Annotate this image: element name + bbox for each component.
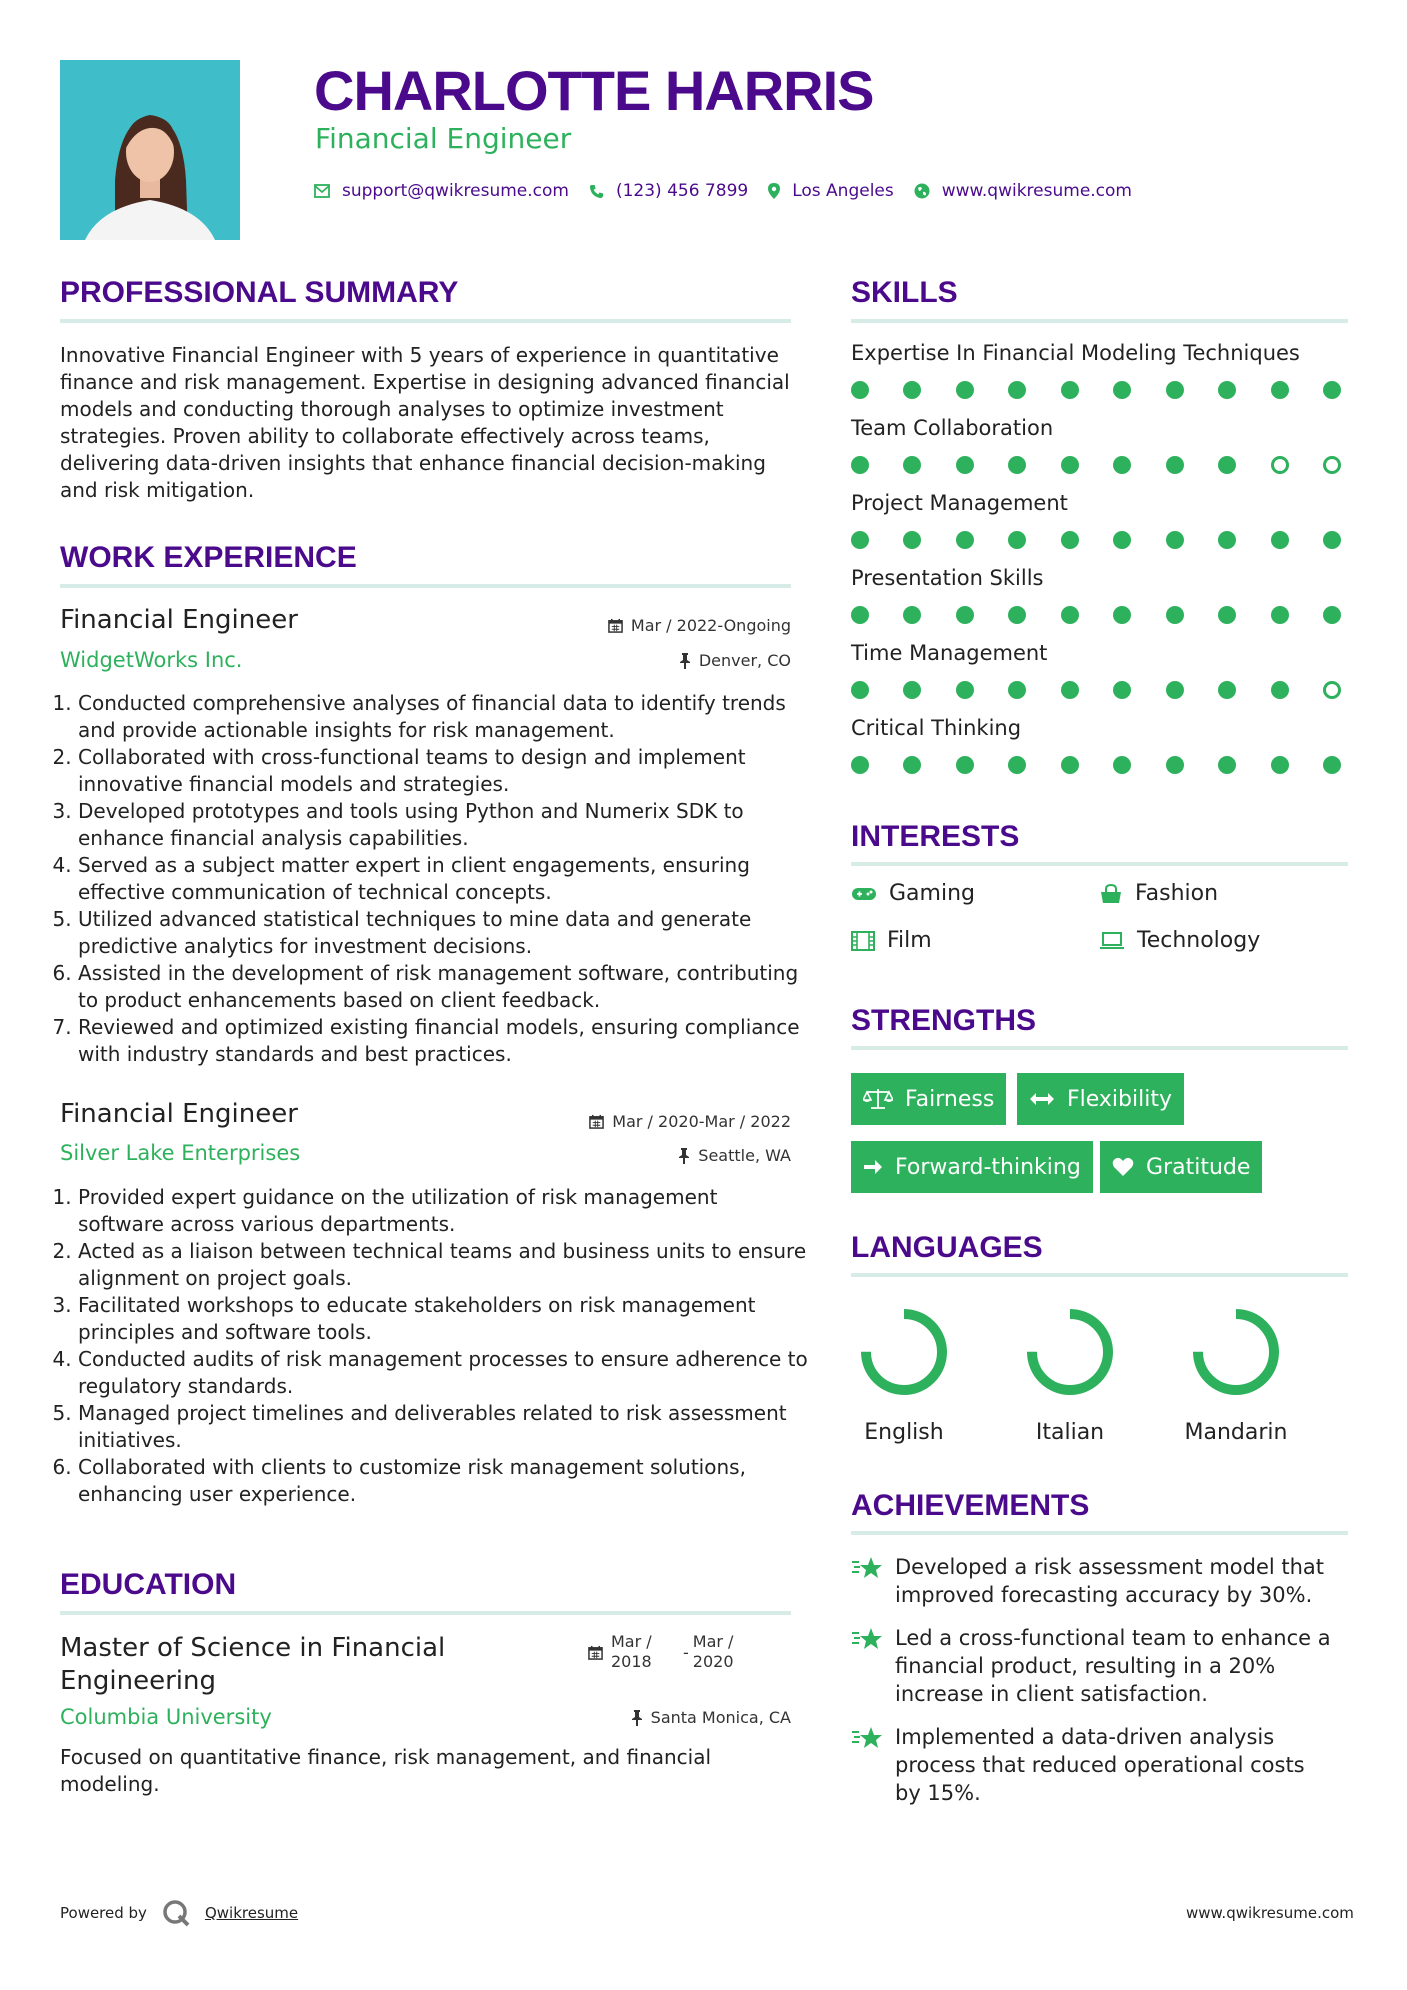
duty-item: 3. Facilitated workshops to educate stakeholders on risk management principles and software tools. [78, 1292, 808, 1346]
strength-label: Fairness [905, 1086, 995, 1112]
calendar-icon [608, 618, 623, 633]
language-item [995, 1302, 1145, 1445]
rating-dot-filled [1271, 606, 1289, 624]
job-1-title: Financial Engineer [60, 605, 298, 635]
strengths-divider [851, 1046, 1348, 1050]
strength-label: Flexibility [1067, 1086, 1172, 1112]
rating-dot-filled [1008, 381, 1026, 399]
rating-dot-filled [1008, 756, 1026, 774]
skill-name: Time Management [851, 641, 1048, 665]
rating-dot-filled [1166, 681, 1184, 699]
profile-photo [60, 60, 240, 240]
strengths-heading: STRENGTHS [851, 1004, 1037, 1037]
rating-dot-filled [851, 381, 869, 399]
rating-dot-filled [903, 531, 921, 549]
skill-rating [851, 756, 1341, 774]
rating-dot-filled [1218, 756, 1236, 774]
duty-item: 1. Provided expert guidance on the utilization of risk management software across various departments. [78, 1184, 808, 1238]
duty-item: 4. Served as a subject matter expert in client engagements, ensuring effective communication of technical concepts. [78, 852, 808, 906]
summary-divider [60, 319, 791, 323]
language-proficiency-ring [854, 1302, 954, 1402]
duty-item: 2. Acted as a liaison between technical teams and business units to ensure alignment on project goals. [78, 1238, 808, 1292]
rating-dot-filled [1061, 756, 1079, 774]
education-location-text: Santa Monica, CA [650, 1708, 791, 1727]
rating-dot-filled [1271, 681, 1289, 699]
duty-item: 1. Conducted comprehensive analyses of financial data to identify trends and provide actionable insights for risk management. [78, 690, 808, 744]
rating-dot-filled [1323, 606, 1341, 624]
job-2-title: Financial Engineer [60, 1099, 298, 1129]
contact-website[interactable] [914, 181, 1132, 201]
rating-dot-filled [1218, 606, 1236, 624]
job-title: Financial Engineer [315, 122, 572, 155]
rating-dot-filled [1061, 531, 1079, 549]
rating-dot-filled [1113, 456, 1131, 474]
skill-name: Project Management [851, 491, 1068, 515]
achievements-heading: ACHIEVEMENTS [851, 1489, 1090, 1522]
language-name: English [864, 1420, 944, 1445]
education-location [631, 1708, 791, 1727]
interest-label: Fashion [1135, 881, 1219, 906]
interests-heading: INTERESTS [851, 820, 1020, 853]
interest-technology [1099, 928, 1260, 953]
skill-rating [851, 456, 1341, 474]
rating-dot-filled [1113, 381, 1131, 399]
skill-rating [851, 531, 1341, 549]
rating-dot-filled [1061, 606, 1079, 624]
rating-dot-filled [851, 681, 869, 699]
skills-heading: SKILLS [851, 276, 958, 309]
interest-gaming [851, 881, 975, 906]
pushpin-icon [679, 653, 691, 669]
location-text: Los Angeles [792, 181, 894, 201]
degree-title: Master of Science in Financial Engineering [60, 1633, 446, 1696]
rating-dot-filled [903, 756, 921, 774]
duty-item: 6. Collaborated with clients to customize risk management solutions, enhancing user experience. [78, 1454, 808, 1508]
interest-label: Gaming [889, 881, 975, 906]
contact-bar [314, 178, 1152, 204]
strength-gratitude [1100, 1141, 1262, 1193]
education-dates [588, 1632, 753, 1672]
job-2-dates [589, 1112, 791, 1131]
job-2-location-text: Seattle, WA [698, 1146, 791, 1165]
job-2-company: Silver Lake Enterprises [60, 1141, 301, 1165]
strength-label: Forward-thinking [895, 1154, 1081, 1180]
rating-dot-filled [956, 381, 974, 399]
language-name: Italian [1035, 1420, 1105, 1445]
languages-divider [851, 1273, 1348, 1277]
rating-dot-filled [1061, 381, 1079, 399]
pushpin-icon [631, 1710, 643, 1726]
arrows-horizontal-icon [1029, 1092, 1055, 1106]
rating-dot-filled [1166, 606, 1184, 624]
candidate-name: CHARLOTTE HARRIS [314, 59, 874, 122]
rating-dot-filled [1218, 681, 1236, 699]
gamepad-icon [851, 886, 877, 902]
strength-flexibility [1017, 1073, 1184, 1125]
qwikresume-logo-icon [161, 1898, 191, 1928]
website-text: www.qwikresume.com [941, 181, 1132, 201]
rating-dot-filled [1166, 756, 1184, 774]
footer-powered-by [60, 1898, 298, 1928]
calendar-icon [588, 1645, 603, 1660]
duty-item: 2. Collaborated with cross-functional teams to design and implement innovative financial models and strategies. [78, 744, 808, 798]
achievement-text: Developed a risk assessment model that improved forecasting accuracy by 30%. [895, 1555, 1325, 1607]
skill-rating [851, 681, 1341, 699]
rating-dot-filled [903, 381, 921, 399]
language-name: Mandarin [1184, 1420, 1288, 1445]
map-pin-icon [768, 183, 780, 199]
globe-icon [914, 183, 930, 199]
rating-dot-filled [1323, 531, 1341, 549]
languages-heading: LANGUAGES [851, 1231, 1043, 1264]
footer-site[interactable]: www.qwikresume.com [1186, 1904, 1354, 1922]
language-item [1161, 1302, 1311, 1445]
job-1-duties [60, 690, 808, 1068]
experience-divider [60, 584, 791, 588]
school-name: Columbia University [60, 1705, 272, 1729]
rating-dot-filled [1113, 681, 1131, 699]
envelope-icon [314, 184, 330, 198]
language-proficiency-ring [1186, 1302, 1286, 1402]
rating-dot-filled [1271, 756, 1289, 774]
film-icon [851, 931, 875, 951]
rating-dot-filled [1166, 456, 1184, 474]
rating-dot-filled [851, 756, 869, 774]
star-award-icon [851, 1555, 883, 1583]
summary-text: Innovative Financial Engineer with 5 years of experience in quantitative finance and risk management. Expertise in designing advanced financial models and conducting thorough analyses to optimize investment strategies. Proven ability to collaborate effectively across teams, delivering data-driven insights that enhance financial decision-making and risk mitigation. [60, 343, 790, 502]
strength-fairness [851, 1073, 1006, 1125]
powered-by-text: Powered by [60, 1904, 147, 1922]
rating-dot-filled [851, 531, 869, 549]
interest-fashion [1099, 881, 1218, 906]
achievement-text: Implemented a data-driven analysis process that reduced operational costs by 15%. [895, 1725, 1305, 1805]
star-award-icon [851, 1725, 883, 1753]
star-award-icon [851, 1626, 883, 1654]
rating-dot-filled [1061, 681, 1079, 699]
rating-dot-filled [956, 531, 974, 549]
proficiency-arc [866, 1314, 942, 1390]
interests-divider [851, 862, 1348, 866]
duty-item: 5. Utilized advanced statistical techniques to mine data and generate predictive analytics for investment decisions. [78, 906, 808, 960]
job-2-dates-text: Mar / 2020-Mar / 2022 [612, 1112, 791, 1131]
skills-divider [851, 319, 1348, 323]
laptop-icon [1099, 932, 1125, 950]
rating-dot-filled [956, 756, 974, 774]
rating-dot-filled [1218, 531, 1236, 549]
balance-scale-icon [863, 1088, 893, 1110]
rating-dot-filled [1218, 456, 1236, 474]
strength-label: Gratitude [1146, 1154, 1251, 1180]
job-1-location [679, 651, 791, 670]
rating-dot-filled [1113, 531, 1131, 549]
achievement-item [851, 1723, 1335, 1807]
skill-name: Expertise In Financial Modeling Techniques [851, 341, 1300, 365]
education-end-date: Mar / 2020 [692, 1632, 734, 1671]
skill-name: Team Collaboration [851, 416, 1054, 440]
shopping-bag-icon [1099, 884, 1123, 904]
rating-dot-filled [956, 681, 974, 699]
rating-dot-filled [1113, 756, 1131, 774]
rating-dot-filled [1271, 531, 1289, 549]
rating-dot-filled [1008, 456, 1026, 474]
job-2-location [678, 1146, 791, 1165]
rating-dot-filled [903, 456, 921, 474]
achievement-item [851, 1624, 1335, 1708]
contact-email[interactable] [314, 181, 569, 201]
pushpin-icon [678, 1148, 690, 1164]
rating-dot-filled [851, 456, 869, 474]
contact-location [768, 181, 894, 201]
strength-forward-thinking [851, 1141, 1093, 1193]
rating-dot-filled [1323, 756, 1341, 774]
skill-rating [851, 606, 1341, 624]
summary-heading: PROFESSIONAL SUMMARY [60, 276, 459, 309]
achievements-divider [851, 1531, 1348, 1535]
qwikresume-link[interactable]: Qwikresume [204, 1904, 299, 1922]
phone-text: (123) 456 7899 [615, 181, 749, 201]
proficiency-arc [1032, 1314, 1108, 1390]
experience-heading: WORK EXPERIENCE [60, 541, 357, 574]
interest-film [851, 928, 932, 953]
rating-dot-filled [1008, 531, 1026, 549]
achievement-text: Led a cross-functional team to enhance a financial product, resulting in a 20% increase in client satisfaction. [895, 1626, 1331, 1706]
education-heading: EDUCATION [60, 1568, 237, 1601]
contact-phone[interactable] [589, 181, 748, 201]
rating-dot-filled [1061, 456, 1079, 474]
rating-dot-empty [1271, 456, 1289, 474]
duty-item: 7. Reviewed and optimized existing financial models, ensuring compliance with industry standards and best practices. [78, 1014, 808, 1068]
job-1-dates [608, 616, 791, 635]
language-proficiency-ring [1020, 1302, 1120, 1402]
rating-dot-filled [956, 606, 974, 624]
duty-item: 5. Managed project timelines and deliverables related to risk assessment initiatives. [78, 1400, 808, 1454]
interest-label: Technology [1137, 928, 1261, 953]
rating-dot-empty [1323, 456, 1341, 474]
rating-dot-filled [1218, 381, 1236, 399]
rating-dot-filled [1166, 381, 1184, 399]
interest-label: Film [887, 928, 932, 953]
job-1-company: WidgetWorks Inc. [60, 648, 243, 672]
language-item [829, 1302, 979, 1445]
skill-name: Presentation Skills [851, 566, 1044, 590]
rating-dot-filled [851, 606, 869, 624]
job-2-duties [60, 1184, 808, 1508]
duty-item: 6. Assisted in the development of risk management software, contributing to product enhancements based on client feedback. [78, 960, 808, 1014]
heart-icon [1112, 1157, 1134, 1177]
education-description: Focused on quantitative finance, risk management, and financial modeling. [60, 1745, 712, 1796]
rating-dot-filled [1113, 606, 1131, 624]
rating-dot-filled [903, 681, 921, 699]
rating-dot-filled [1166, 531, 1184, 549]
date-separator: - [683, 1642, 689, 1662]
rating-dot-filled [956, 456, 974, 474]
skill-name: Critical Thinking [851, 716, 1022, 740]
phone-icon [589, 184, 604, 199]
rating-dot-filled [1008, 606, 1026, 624]
rating-dot-filled [1008, 681, 1026, 699]
portrait-illustration [60, 60, 240, 240]
achievement-item [851, 1553, 1335, 1609]
education-start-date: Mar / 2018 [611, 1632, 652, 1671]
job-1-location-text: Denver, CO [698, 651, 791, 670]
duty-item: 4. Conducted audits of risk management processes to ensure adherence to regulatory standards. [78, 1346, 808, 1400]
proficiency-arc [1198, 1314, 1274, 1390]
rating-dot-filled [903, 606, 921, 624]
duty-item: 3. Developed prototypes and tools using Python and Numerix SDK to enhance financial analysis capabilities. [78, 798, 808, 852]
education-divider [60, 1611, 791, 1615]
arrow-right-icon [863, 1158, 883, 1176]
rating-dot-empty [1323, 681, 1341, 699]
job-1-dates-text: Mar / 2022-Ongoing [630, 616, 791, 635]
email-text: support@qwikresume.com [342, 181, 569, 201]
calendar-icon [589, 1114, 604, 1129]
rating-dot-filled [1323, 381, 1341, 399]
rating-dot-filled [1271, 381, 1289, 399]
skill-rating [851, 381, 1341, 399]
